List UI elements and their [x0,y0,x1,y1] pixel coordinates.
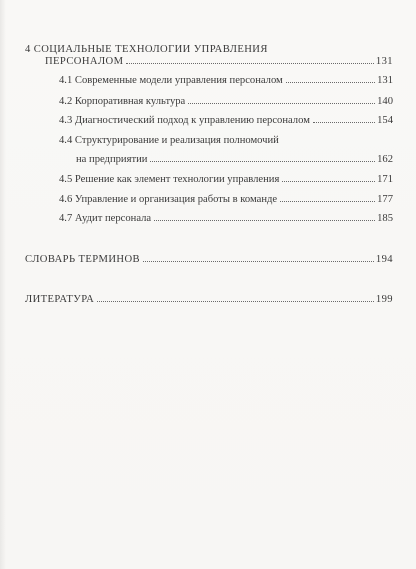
toc-entry-4-3 [59,114,393,128]
section-page: 171 [377,174,393,185]
dot-leader [150,161,375,162]
section-page: 154 [377,115,393,126]
chapter-4-title-line1: 4 СОЦИАЛЬНЫЕ ТЕХНОЛОГИИ УПРАВЛЕНИЯ [25,44,268,55]
chapter-4-title-line2: ПЕРСОНАЛОМ [45,56,124,67]
section-title: 4.5 Решение как элемент технологии управления [59,174,280,185]
toc-entry-4-4 [76,153,393,167]
toc-entry-4-1 [59,74,393,88]
dot-leader [286,82,375,83]
dot-leader [313,122,375,123]
dot-leader [282,181,375,182]
glossary-title: СЛОВАРЬ ТЕРМИНОВ [25,254,140,265]
dot-leader [97,301,374,302]
toc-entry-chapter-4 [45,55,393,69]
page-edge-shadow [0,0,6,569]
section-title: 4.6 Управление и организация работы в команде [59,194,278,205]
toc-entry-4-7 [59,212,393,226]
toc-entry-4-5 [59,173,393,187]
section-page: 131 [377,75,393,86]
dot-leader [188,103,375,104]
toc-entry-glossary [25,253,393,267]
dot-leader [126,63,373,64]
section-page: 140 [377,96,393,107]
dot-leader [280,201,375,202]
section-title: 4.7 Аудит персонала [59,213,152,224]
section-title: 4.2 Корпоративная культура [59,96,186,107]
toc-entry-4-4-line1: 4.4 Структурирование и реализация полномочий [59,135,279,146]
section-title: 4.1 Современные модели управления персоналом [59,75,283,86]
section-title: 4.3 Диагностический подход к управлению персоналом [59,115,310,126]
section-page: 177 [377,194,393,205]
toc-entry-4-6 [59,193,393,207]
dot-leader [154,220,375,221]
literature-title: ЛИТЕРАТУРА [25,294,95,305]
section-title-continuation: на предприятии [76,154,148,165]
section-page: 162 [377,154,393,165]
literature-page: 199 [375,294,393,305]
chapter-4-page: 131 [375,56,393,67]
toc-entry-4-2 [59,95,393,109]
section-page: 185 [377,213,393,224]
dot-leader [143,261,374,262]
glossary-page: 194 [375,254,393,265]
toc-entry-literature [25,293,393,307]
